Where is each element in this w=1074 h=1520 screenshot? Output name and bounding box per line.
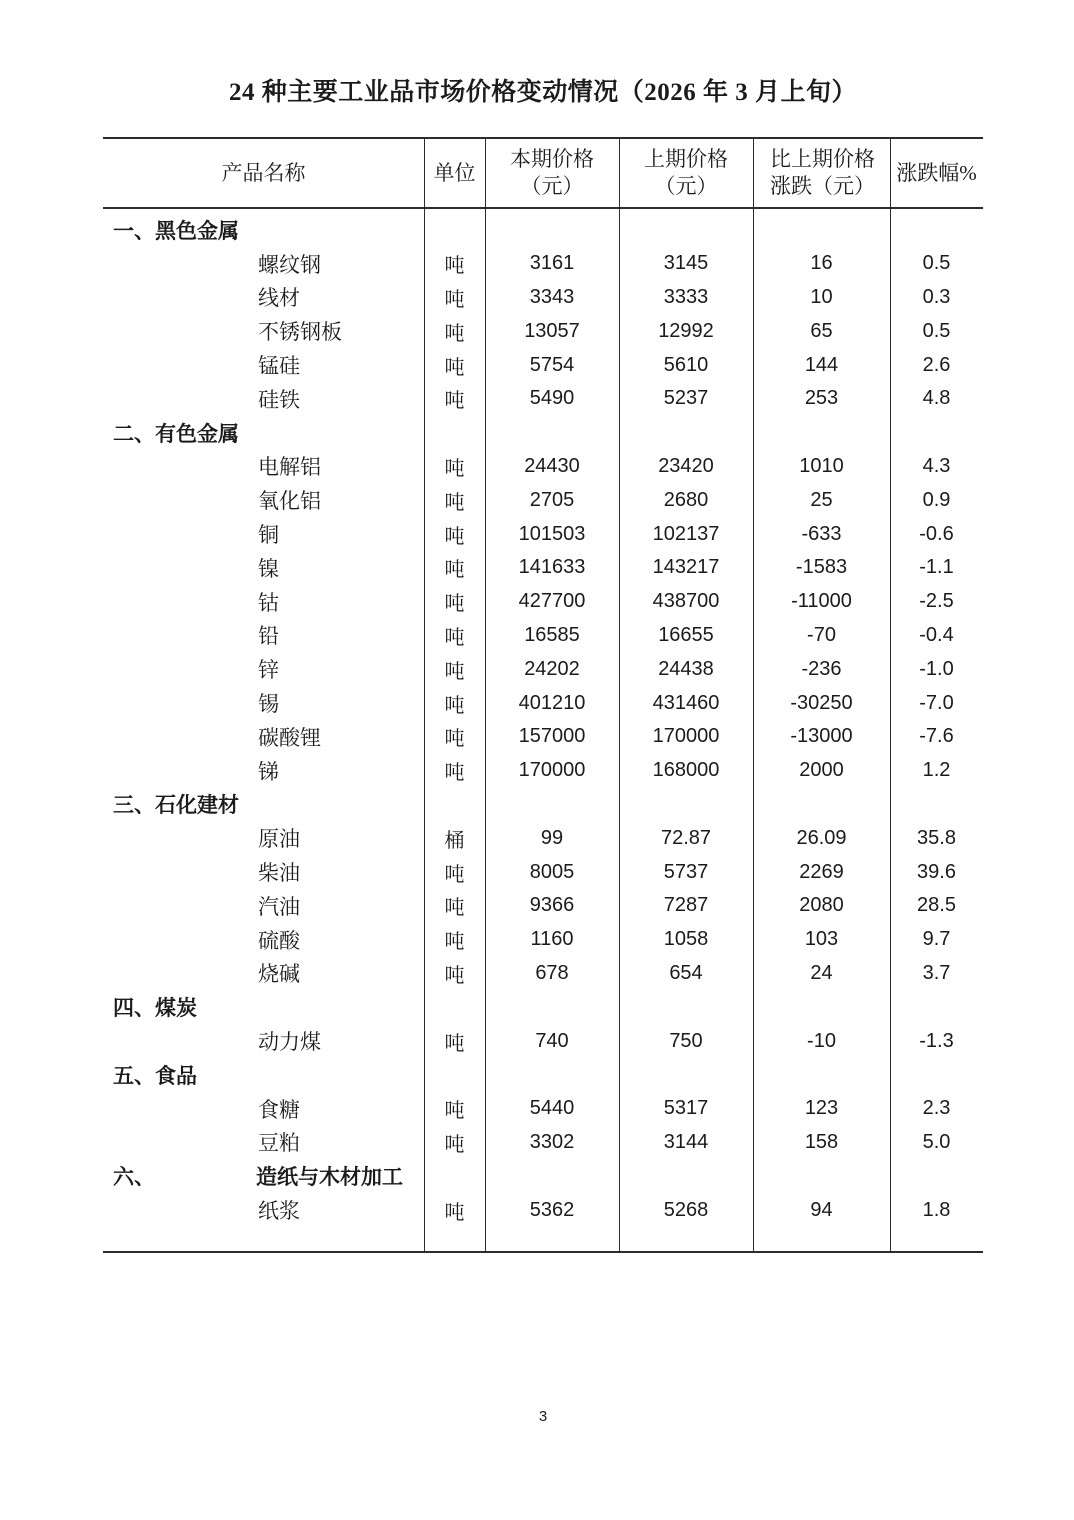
current-price-value: 1160 — [530, 928, 574, 951]
price-change-value: 2080 — [799, 894, 844, 917]
section-label — [103, 418, 424, 448]
product-name: 电解铝 — [258, 456, 321, 480]
header-price-change-line2: 涨跌（元） — [770, 174, 875, 198]
header-price-change-line1: 比上期价格 — [770, 147, 875, 171]
change-percent-value: 0.3 — [922, 285, 951, 308]
previous-price-value: 143217 — [652, 556, 720, 579]
table-row — [103, 450, 983, 484]
product-unit: 吨 — [444, 322, 465, 345]
price-change-value: 1010 — [799, 454, 844, 477]
table-row — [103, 281, 983, 315]
table-row — [103, 483, 983, 517]
header-previous-price — [619, 146, 753, 200]
previous-price-value: 750 — [669, 1029, 703, 1052]
header-previous-price-line1: 上期价格 — [644, 147, 728, 171]
product-name: 食糖 — [258, 1098, 300, 1122]
table-row — [103, 382, 983, 416]
product-unit: 吨 — [444, 863, 465, 886]
price-change-value: -30250 — [790, 691, 853, 714]
product-name: 镍 — [258, 557, 279, 581]
section-row — [103, 213, 983, 247]
product-unit: 吨 — [444, 255, 465, 278]
price-change-value: 94 — [810, 1198, 833, 1221]
table-row — [103, 889, 983, 923]
current-price-value: 3302 — [529, 1130, 575, 1153]
table-row — [103, 923, 983, 957]
change-percent-value: -7.0 — [919, 691, 954, 714]
page-number: 3 — [538, 1408, 548, 1425]
previous-price-value: 1058 — [663, 928, 709, 951]
current-price-value: 2705 — [529, 488, 575, 511]
section-name: 黑色金属 — [155, 219, 239, 243]
product-unit: 吨 — [444, 288, 465, 311]
current-price-value: 5754 — [529, 353, 575, 376]
previous-price-value: 7287 — [663, 894, 709, 917]
product-name: 锡 — [258, 693, 279, 717]
product-unit: 吨 — [444, 593, 465, 616]
section-row — [103, 1058, 983, 1092]
product-name: 锌 — [258, 659, 279, 683]
section-label — [103, 1060, 424, 1090]
previous-price-value: 5268 — [663, 1198, 709, 1221]
previous-price-value: 5317 — [663, 1097, 709, 1120]
product-name: 硫酸 — [258, 929, 300, 953]
product-name: 豆粕 — [258, 1132, 300, 1156]
change-percent-value: 2.3 — [922, 1097, 951, 1120]
table-body — [103, 209, 983, 1227]
table-row — [103, 1024, 983, 1058]
current-price-value: 24202 — [524, 657, 580, 680]
change-percent-value: 3.7 — [922, 961, 951, 984]
product-name: 锑 — [258, 760, 279, 784]
current-price-value: 3161 — [529, 252, 575, 275]
current-price-value: 157000 — [518, 725, 586, 748]
product-name: 线材 — [258, 287, 300, 311]
price-change-value: -236 — [801, 657, 842, 680]
product-name: 铅 — [258, 625, 279, 649]
change-percent-value: -7.6 — [919, 725, 954, 748]
product-unit: 吨 — [444, 491, 465, 514]
section-number: 三、 — [113, 794, 155, 818]
table-row — [103, 720, 983, 754]
current-price-value: 141633 — [518, 556, 586, 579]
previous-price-value: 12992 — [658, 319, 714, 342]
product-name: 氧化铝 — [258, 490, 321, 514]
previous-price-value: 168000 — [652, 759, 720, 782]
section-row — [103, 788, 983, 822]
header-change-percent: 涨跌幅% — [896, 160, 977, 185]
price-change-value: 24 — [810, 961, 833, 984]
current-price-value: 9366 — [529, 894, 575, 917]
previous-price-value: 16655 — [658, 623, 714, 646]
product-name: 钴 — [258, 591, 279, 615]
price-change-value: -13000 — [790, 725, 853, 748]
product-name: 不锈钢板 — [258, 321, 342, 345]
section-label — [103, 992, 424, 1022]
change-percent-value: 1.8 — [922, 1198, 951, 1221]
section-label — [103, 789, 424, 819]
change-percent-value: 0.5 — [922, 319, 951, 342]
price-change-value: 10 — [810, 285, 833, 308]
table-row — [103, 855, 983, 889]
product-name: 硅铁 — [258, 388, 300, 412]
price-change-value: 158 — [804, 1130, 839, 1153]
product-unit: 吨 — [444, 390, 465, 413]
table-row — [103, 348, 983, 382]
header-current-price-line1: 本期价格 — [510, 147, 594, 171]
current-price-value: 170000 — [518, 759, 586, 782]
product-unit: 吨 — [444, 762, 465, 785]
current-price-value: 101503 — [518, 522, 586, 545]
price-change-value: 16 — [810, 252, 833, 275]
header-current-price-line2: （元） — [520, 174, 584, 198]
product-unit: 吨 — [444, 931, 465, 954]
price-change-value: 65 — [810, 319, 833, 342]
section-name: 煤炭 — [155, 997, 197, 1021]
table-row — [103, 652, 983, 686]
change-percent-value: 0.9 — [922, 488, 951, 511]
previous-price-value: 5737 — [663, 860, 709, 883]
price-change-value: -11000 — [791, 590, 852, 613]
product-name: 烧碱 — [258, 963, 300, 987]
product-name: 动力煤 — [258, 1031, 321, 1055]
column-divider — [619, 139, 620, 1251]
change-percent-value: -0.6 — [919, 522, 954, 545]
product-unit: 桶 — [444, 829, 465, 852]
product-name: 柴油 — [258, 862, 300, 886]
table-row — [103, 1193, 983, 1227]
product-unit: 吨 — [444, 1201, 465, 1224]
column-divider — [890, 139, 891, 1251]
current-price-value: 16585 — [524, 623, 580, 646]
price-change-value: 2269 — [799, 860, 844, 883]
product-unit: 吨 — [444, 1100, 465, 1123]
price-change-value: -10 — [807, 1029, 836, 1052]
previous-price-value: 5237 — [663, 387, 709, 410]
current-price-value: 24430 — [524, 454, 580, 477]
previous-price-value: 24438 — [658, 657, 714, 680]
previous-price-value: 438700 — [652, 590, 720, 613]
table-header — [103, 139, 983, 209]
price-change-value: -633 — [801, 522, 842, 545]
change-percent-value: 9.7 — [922, 928, 951, 951]
previous-price-value: 2680 — [663, 488, 709, 511]
product-unit: 吨 — [444, 728, 465, 751]
previous-price-value: 5610 — [663, 353, 709, 376]
previous-price-value: 72.87 — [660, 826, 712, 849]
section-name: 石化建材 — [155, 794, 239, 818]
table-row — [103, 686, 983, 720]
current-price-value: 3343 — [529, 285, 575, 308]
header-current-price — [485, 146, 619, 200]
section-label — [103, 215, 424, 245]
current-price-value: 5490 — [529, 387, 575, 410]
price-change-value: -70 — [807, 623, 836, 646]
section-number: 四、 — [113, 997, 155, 1021]
price-change-value: 123 — [804, 1097, 839, 1120]
product-name: 铜 — [258, 524, 279, 548]
change-percent-value: 39.6 — [917, 860, 956, 883]
product-unit: 吨 — [444, 1133, 465, 1156]
change-percent-value: -2.5 — [919, 590, 954, 613]
product-name: 螺纹钢 — [258, 253, 321, 277]
product-unit: 吨 — [444, 897, 465, 920]
column-divider — [753, 139, 754, 1251]
current-price-value: 5362 — [529, 1198, 575, 1221]
product-name: 汽油 — [258, 895, 300, 919]
product-name: 原油 — [258, 828, 300, 852]
product-name: 纸浆 — [258, 1200, 300, 1223]
previous-price-value: 3333 — [663, 285, 709, 308]
column-divider — [485, 139, 486, 1251]
product-unit: 吨 — [444, 694, 465, 717]
table-row — [103, 957, 983, 991]
price-change-value: 2000 — [799, 759, 844, 782]
price-change-value: -1583 — [795, 556, 848, 579]
price-change-value: 144 — [804, 353, 839, 376]
header-unit: 单位 — [433, 160, 476, 185]
previous-price-value: 3144 — [663, 1130, 709, 1153]
header-previous-price-line2: （元） — [654, 174, 718, 198]
section-number: 二、 — [113, 422, 155, 446]
previous-price-value: 170000 — [652, 725, 720, 748]
current-price-value: 99 — [540, 826, 564, 849]
product-unit: 吨 — [444, 964, 465, 987]
section-number: 六、 — [113, 1166, 155, 1190]
product-name: 锰硅 — [258, 355, 300, 379]
current-price-value: 5440 — [529, 1097, 575, 1120]
current-price-value: 427700 — [518, 590, 586, 613]
change-percent-value: 4.3 — [922, 454, 951, 477]
product-unit: 吨 — [444, 525, 465, 548]
change-percent-value: 1.2 — [922, 759, 951, 782]
previous-price-value: 23420 — [658, 454, 714, 477]
current-price-value: 401210 — [518, 691, 586, 714]
change-percent-value: 0.5 — [922, 252, 951, 275]
table-row — [103, 1126, 983, 1160]
section-name: 造纸与木材加工 — [256, 1166, 403, 1190]
header-product: 产品名称 — [221, 160, 306, 185]
section-name: 食品 — [155, 1064, 197, 1088]
product-unit: 吨 — [444, 457, 465, 480]
table-row — [103, 821, 983, 855]
table-row — [103, 517, 983, 551]
table-row — [103, 247, 983, 281]
section-row — [103, 990, 983, 1024]
previous-price-value: 431460 — [652, 691, 720, 714]
change-percent-value: -0.4 — [919, 623, 954, 646]
table-row — [103, 619, 983, 653]
product-unit: 吨 — [444, 660, 465, 683]
header-price-change — [753, 146, 890, 200]
change-percent-value: -1.1 — [919, 556, 954, 579]
current-price-value: 8005 — [529, 860, 575, 883]
page-title: 24 种主要工业品市场价格变动情况（2026 年 3 月上旬） — [228, 79, 857, 106]
product-unit: 吨 — [444, 626, 465, 649]
section-name: 有色金属 — [155, 422, 239, 446]
previous-price-value: 102137 — [652, 522, 720, 545]
change-percent-value: 35.8 — [917, 826, 956, 849]
price-change-value: 103 — [804, 928, 839, 951]
change-percent-value: 28.5 — [917, 894, 956, 917]
table-row — [103, 754, 983, 788]
section-number: 五、 — [113, 1064, 155, 1088]
change-percent-value: -1.0 — [919, 657, 954, 680]
section-row — [103, 1159, 983, 1193]
product-name: 碳酸锂 — [258, 726, 321, 750]
previous-price-value: 654 — [669, 961, 703, 984]
current-price-value: 740 — [535, 1029, 569, 1052]
previous-price-value: 3145 — [663, 252, 709, 275]
table-row — [103, 585, 983, 619]
table-row — [103, 551, 983, 585]
product-unit: 吨 — [444, 1032, 465, 1055]
section-row — [103, 416, 983, 450]
table-row — [103, 314, 983, 348]
current-price-value: 678 — [535, 961, 569, 984]
section-number: 一、 — [113, 219, 155, 243]
product-unit: 吨 — [444, 356, 465, 379]
current-price-value: 13057 — [524, 319, 580, 342]
change-percent-value: -1.3 — [919, 1029, 954, 1052]
section-label — [103, 1161, 424, 1191]
price-change-value: 26.09 — [796, 826, 847, 849]
change-percent-value: 5.0 — [922, 1130, 951, 1153]
table-row — [103, 1092, 983, 1126]
price-table — [103, 137, 983, 1253]
change-percent-value: 2.6 — [922, 353, 951, 376]
column-divider — [424, 139, 425, 1251]
product-unit: 吨 — [444, 559, 465, 582]
change-percent-value: 4.8 — [922, 387, 951, 410]
price-change-value: 253 — [804, 387, 839, 410]
price-change-value: 25 — [810, 488, 833, 511]
